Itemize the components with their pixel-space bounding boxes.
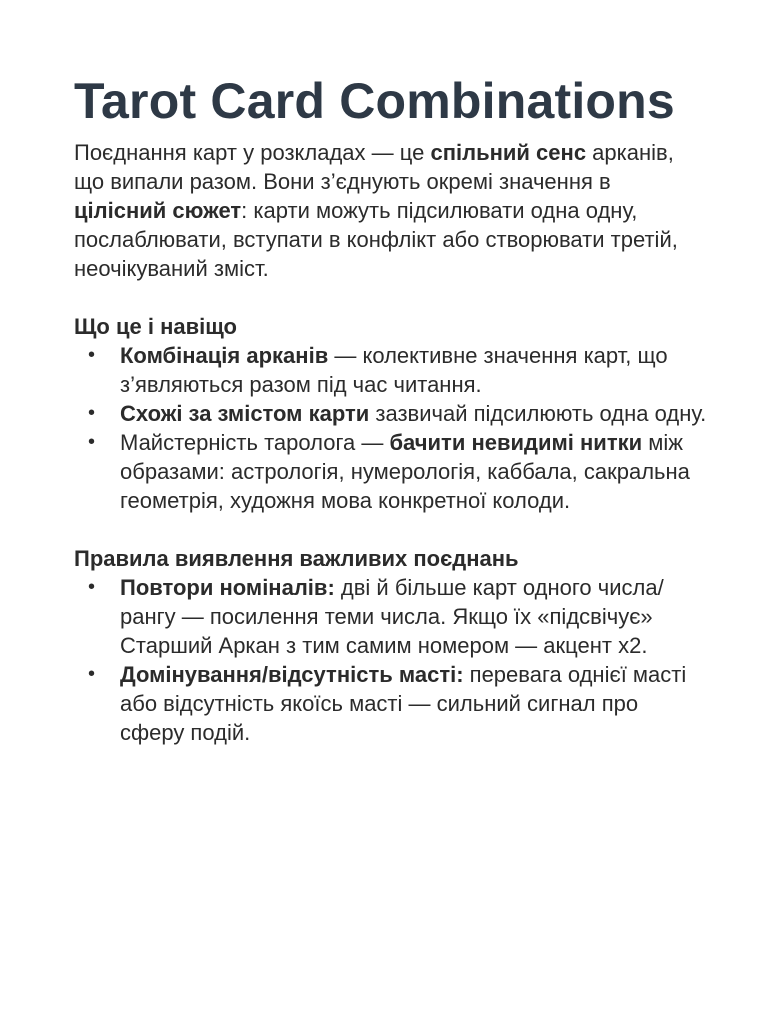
list-item-text: між образами: астрологія, нумерологія, каббала, сакральна геометрія, художня мова конкретної колоди. <box>120 430 690 513</box>
list-item <box>120 573 708 660</box>
list-item <box>120 428 708 515</box>
purpose-list <box>74 341 708 515</box>
intro-paragraph <box>74 138 708 283</box>
list-item <box>120 399 708 428</box>
list-item <box>120 341 708 399</box>
intro-text: : карти можуть підсилювати одна одну, послаблювати, вступати в конфлікт або створювати третій, неочікуваний зміст. <box>74 198 678 281</box>
rules-list <box>74 573 708 747</box>
list-item-emphasis: Повтори номіналів: <box>120 575 335 600</box>
list-item-text: Майстерність таролога — <box>120 430 390 455</box>
list-item-text: дві й більше карт одного числа/рангу — посилення теми числа. Якщо їх «підсвічує» Старший Аркан з тим самим номером — акцент x2. <box>120 575 664 658</box>
list-item-text: перевага однієї масті або відсутність якоїсь масті — сильний сигнал про сферу подій. <box>120 662 687 745</box>
intro-text: Поєднання карт у розкладах — це <box>74 140 431 165</box>
list-item-emphasis: Схожі за змістом карти <box>120 401 370 426</box>
section-heading-rules: Правила виявлення важливих поєднань <box>74 546 519 571</box>
list-item <box>120 660 708 747</box>
list-item-emphasis: Комбінація арканів <box>120 343 329 368</box>
list-item-emphasis: Домінування/відсутність масті: <box>120 662 464 687</box>
page-title: Tarot Card Combinations <box>74 73 675 129</box>
intro-emphasis: спільний сенс <box>430 140 587 165</box>
list-item-text: — колективне значення карт, що з’являються разом під час читання. <box>120 343 668 397</box>
section-heading-purpose: Що це і навіщо <box>74 314 237 339</box>
intro-text: арканів, що випали разом. Вони з’єднують окремі значення в <box>74 140 674 194</box>
list-item-emphasis: бачити невидимі нитки <box>389 430 643 455</box>
intro-emphasis: цілісний сюжет <box>74 198 242 223</box>
list-item-text: зазвичай підсилюють одна одну. <box>369 401 707 426</box>
